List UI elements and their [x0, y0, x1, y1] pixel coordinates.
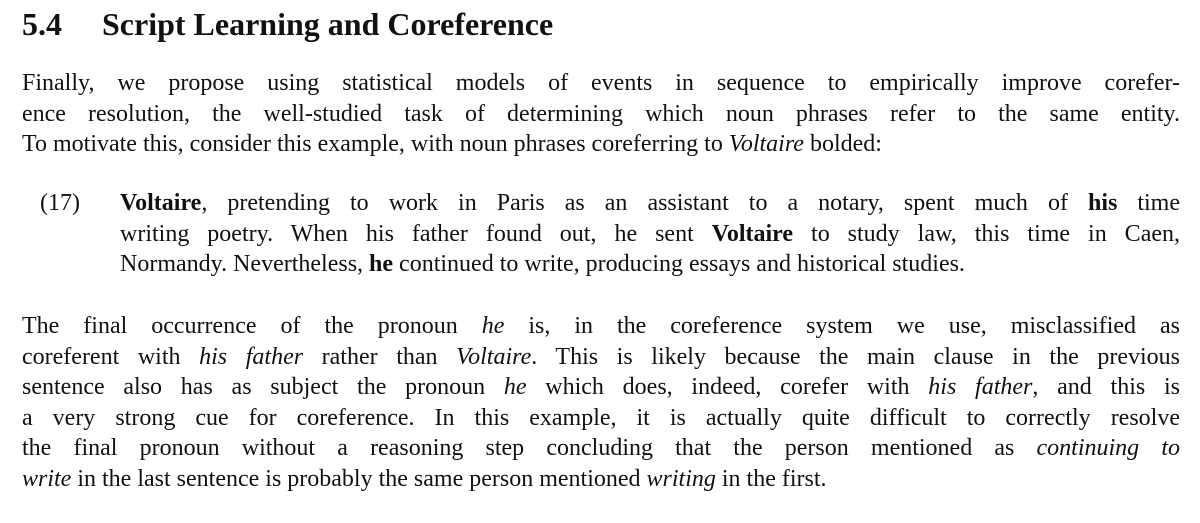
- text-run: is, in the coreference system we use, misclassified as: [504, 313, 1181, 339]
- bold-text: Voltaire: [711, 220, 794, 247]
- text-run: the final pronoun without a reasoning step concluding that the person mentioned as: [22, 435, 1037, 461]
- text-line: [22, 68, 1180, 99]
- text-run: time: [1117, 190, 1181, 216]
- text-run: , and this is: [1032, 374, 1180, 400]
- text-run: Normandy. Nevertheless,: [120, 251, 370, 277]
- text-run: rather than: [303, 343, 457, 370]
- text-run: , pretending to work in Paris as an assistant to a notary, spent much of: [201, 190, 1088, 216]
- text-line: [120, 188, 1180, 219]
- italic-text: Voltaire: [728, 131, 804, 157]
- text-line: [22, 311, 1180, 342]
- text-line: [22, 342, 1180, 373]
- text-run: continued to write, producing essays and historical studies.: [393, 251, 965, 277]
- text-line: [120, 249, 1180, 280]
- paragraph-intro: [22, 68, 1180, 160]
- text-run: . This is likely because the main clause in the previous: [531, 343, 1180, 370]
- italic-text: he: [481, 313, 505, 339]
- italic-text: Voltaire: [456, 343, 532, 370]
- bold-text: Voltaire: [120, 190, 202, 216]
- section-title: Script Learning and Coreference: [102, 6, 554, 42]
- italic-text: write: [22, 465, 72, 492]
- text-run: in the last sentence is probably the same person mentioned: [71, 465, 647, 492]
- text-line: [22, 99, 1180, 130]
- text-line: [22, 464, 1180, 495]
- text-line: [22, 129, 1180, 160]
- text-run: bolded:: [803, 131, 882, 157]
- text-run: to study law, this time in Caen,: [793, 220, 1180, 247]
- text-run: which does, indeed, corefer with: [526, 374, 929, 400]
- text-run: in the first.: [715, 465, 827, 492]
- text-line: [120, 219, 1180, 250]
- example-number: (17): [40, 190, 80, 216]
- section-heading: [22, 6, 553, 43]
- text-run: writing poetry. When his father found out, he sent: [120, 220, 712, 247]
- bold-text: he: [369, 251, 394, 277]
- text-run: ence resolution, the well-studied task of determining which noun phrases refer to the same entity.: [22, 100, 1180, 127]
- text-run: a very strong cue for coreference. In this example, it is actually quite difficult to correctly resolve: [22, 404, 1180, 431]
- italic-text: he: [503, 374, 527, 400]
- italic-text: writing: [646, 465, 716, 492]
- example-17: [120, 188, 1180, 280]
- paragraph-analysis: [22, 311, 1180, 494]
- section-number: 5.4: [22, 6, 62, 42]
- text-line: [22, 433, 1180, 464]
- bold-text: his: [1087, 190, 1118, 216]
- text-run: coreferent with: [22, 343, 200, 370]
- italic-text: his father: [199, 343, 304, 370]
- text-run: Finally, we propose using statistical models of events in sequence to empirically improve corefer-: [22, 70, 1180, 96]
- text-line: [22, 372, 1180, 403]
- text-run: sentence also has as subject the pronoun: [22, 374, 504, 400]
- text-run: The final occurrence of the pronoun: [22, 313, 482, 339]
- text-line: [22, 403, 1180, 434]
- italic-text: his father: [928, 374, 1033, 400]
- italic-text: continuing to: [1036, 435, 1180, 461]
- text-run: To motivate this, consider this example, with noun phrases coreferring to: [22, 131, 729, 157]
